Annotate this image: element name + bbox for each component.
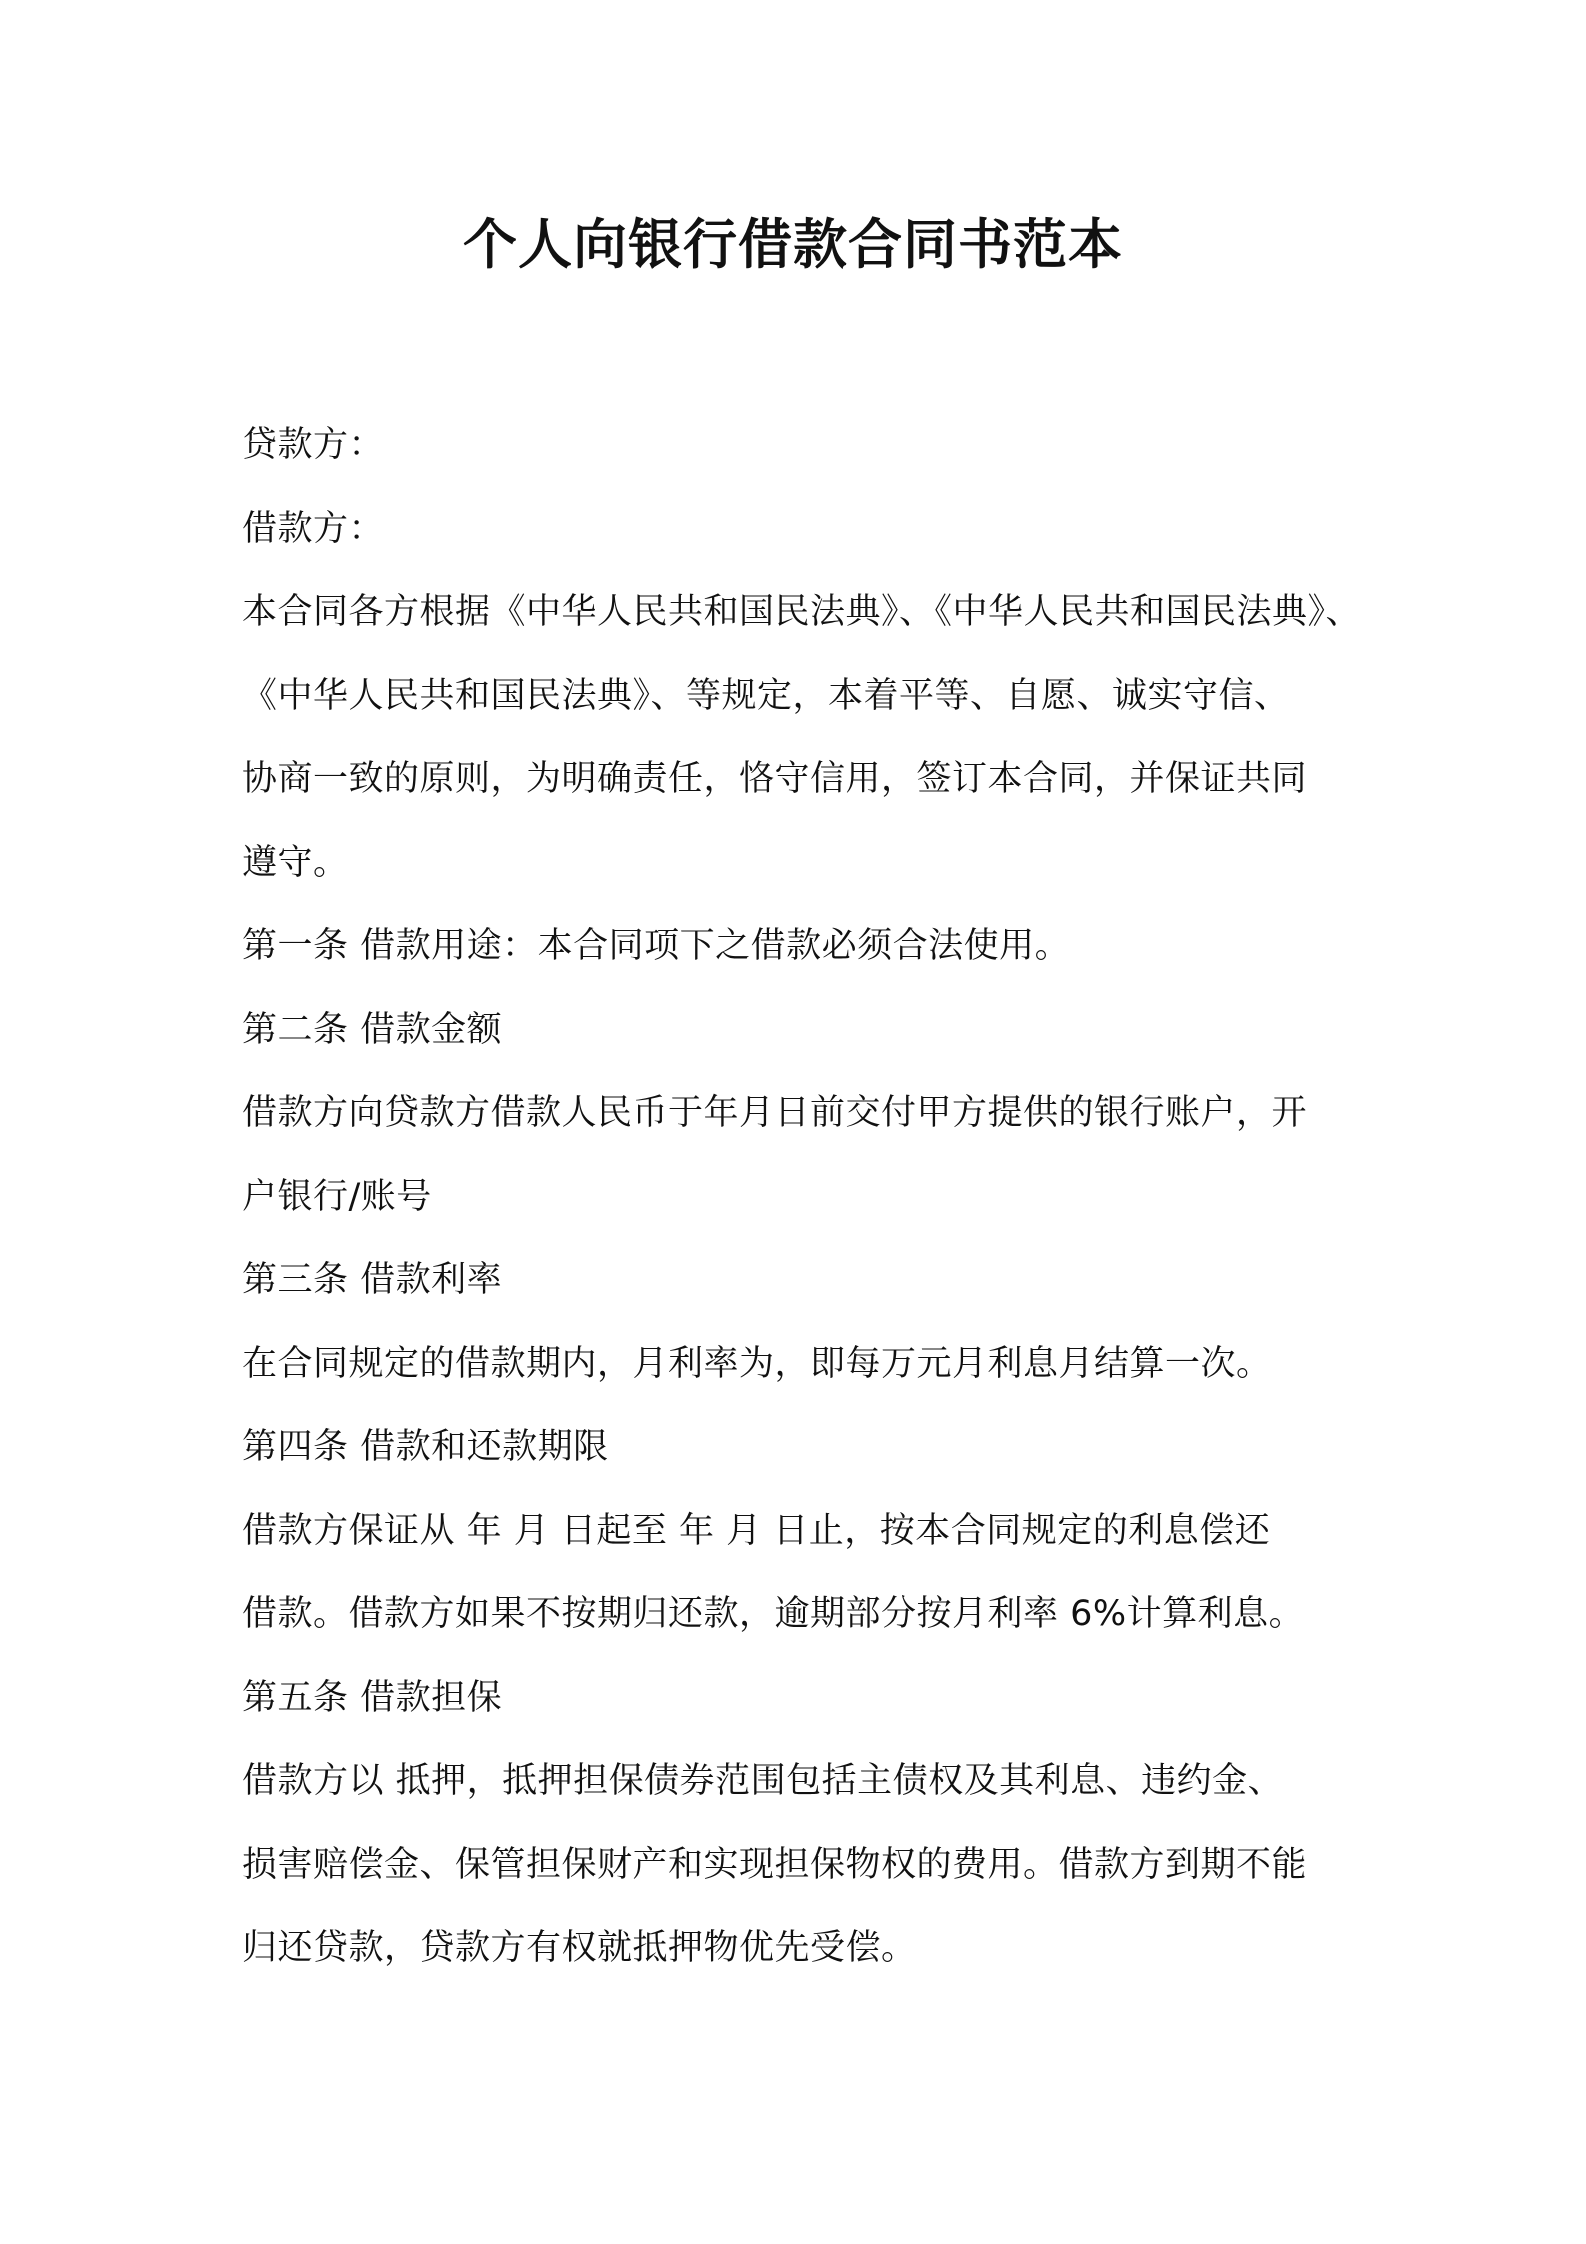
document-title: 个人向银行借款合同书范本	[463, 213, 1123, 276]
article-5-heading: 第五条 借款担保	[242, 1677, 503, 1718]
borrower-line: 借款方：	[242, 508, 385, 549]
document-body	[242, 404, 1360, 1991]
preamble-line-4: 遵守。	[242, 842, 349, 883]
article-2-text-1: 借款方向贷款方借款人民币于年月日前交付甲方提供的银行账户，开	[242, 1093, 1308, 1133]
preamble-line-3: 协商一致的原则，为明确责任，恪守信用，签订本合同，并保证共同	[242, 759, 1308, 799]
article-5-text-3: 归还贷款，贷款方有权就抵押物优先受偿。	[242, 1928, 917, 1968]
article-1-line: 第一条 借款用途：本合同项下之借款必须合法使用。	[242, 926, 1071, 966]
article-3-heading: 第三条 借款利率	[242, 1260, 503, 1300]
article-4-heading: 第四条 借款和还款期限	[242, 1427, 609, 1467]
article-5-text-2: 损害赔偿金、保管担保财产和实现担保物权的费用。借款方到期不能	[242, 1844, 1308, 1885]
article-5-text-1: 借款方以 抵押，抵押担保债券范围包括主债权及其利息、违约金、	[242, 1761, 1284, 1801]
article-2-heading: 第二条 借款金额	[242, 1009, 503, 1050]
lender-line: 贷款方：	[242, 425, 385, 465]
preamble-line-2: 《中华人民共和国民法典》、等规定，本着平等、自愿、诚实守信、	[242, 675, 1290, 716]
article-2-text-2: 户银行/账号	[242, 1176, 432, 1217]
article-4-text-2: 借款。借款方如果不按期归还款，逾期部分按月利率 6%计算利息。	[242, 1594, 1305, 1634]
preamble-line-1: 本合同各方根据《中华人民共和国民法典》、《中华人民共和国民法典》、	[242, 592, 1362, 632]
article-3-text: 在合同规定的借款期内，月利率为，即每万元月利息月结算一次。	[242, 1343, 1272, 1384]
article-4-text-1: 借款方保证从 年 月 日起至 年 月 日止，按本合同规定的利息偿还	[242, 1510, 1271, 1551]
